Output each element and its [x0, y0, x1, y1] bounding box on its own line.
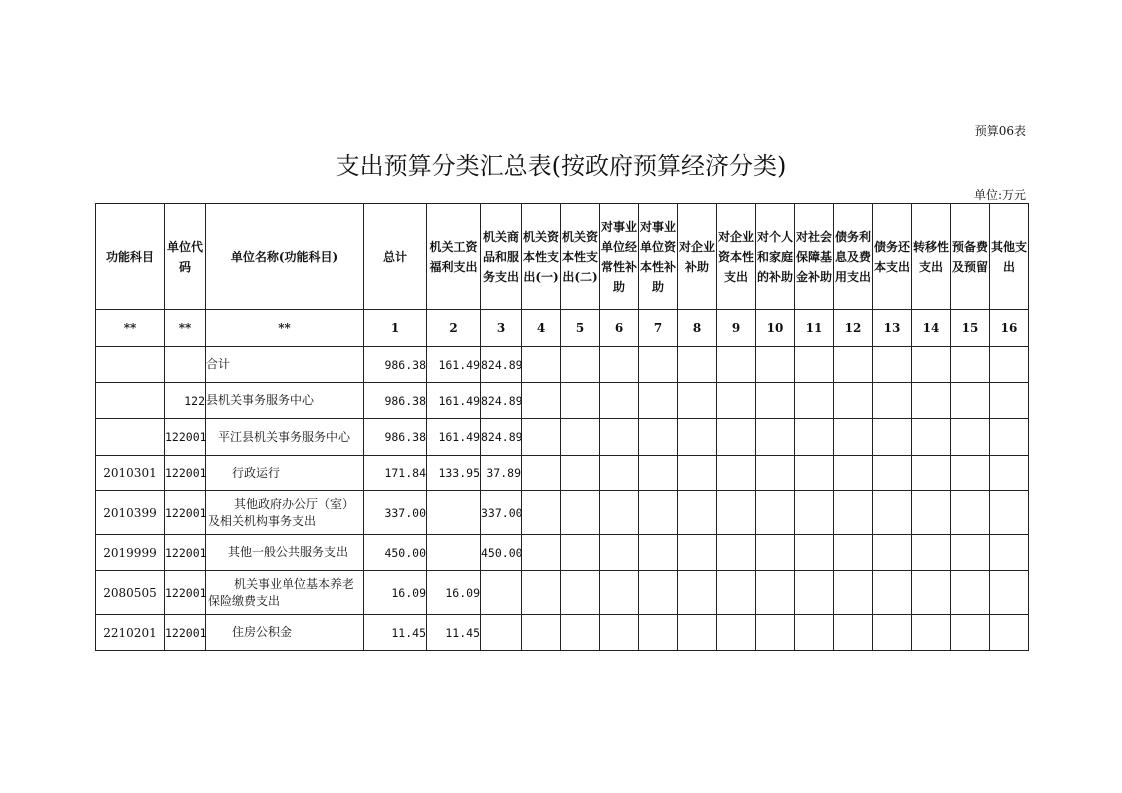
func-code-cell	[96, 383, 165, 419]
unit-code-cell	[165, 347, 206, 383]
unit-name-cell: 行政运行	[206, 456, 364, 491]
unit-label: 单位:万元	[973, 188, 1026, 202]
total-cell: 16.09	[364, 571, 427, 615]
index-cell: **	[96, 310, 165, 347]
header-cell: 其他支出	[990, 204, 1029, 310]
unit-name-cell: 其他一般公共服务支出	[206, 535, 364, 571]
unit-name-cell: 机关事业单位基本养老保险缴费支出	[206, 571, 364, 615]
goods-cell: 37.89	[481, 456, 522, 491]
index-cell: 1	[364, 310, 427, 347]
index-cell: 5	[561, 310, 600, 347]
wages-cell: 161.49	[427, 419, 481, 456]
header-cell: 对个人和家庭的补助	[756, 204, 795, 310]
total-cell: 171.84	[364, 456, 427, 491]
total-cell: 986.38	[364, 383, 427, 419]
index-cell: 10	[756, 310, 795, 347]
page-title: 支出预算分类汇总表(按政府预算经济分类)	[335, 152, 787, 180]
func-code-cell	[96, 419, 165, 456]
unit-code-cell: 122001	[165, 419, 206, 456]
header-cell: 对企业补助	[678, 204, 717, 310]
index-cell: 2	[427, 310, 481, 347]
func-code-cell: 2080505	[96, 571, 165, 615]
index-cell: 11	[795, 310, 834, 347]
header-cell: 机关资本性支出(一)	[522, 204, 561, 310]
header-cell: 机关工资福利支出	[427, 204, 481, 310]
table-row	[96, 491, 1029, 535]
unit-code-cell: 122001	[165, 615, 206, 651]
unit-name-cell: 住房公积金	[206, 615, 364, 651]
index-cell: **	[206, 310, 364, 347]
total-cell: 337.00	[364, 491, 427, 535]
header-cell: 功能科目	[96, 204, 165, 310]
table-row	[96, 615, 1029, 651]
index-cell: 13	[873, 310, 912, 347]
table-number: 预算06表	[974, 124, 1026, 138]
unit-name-cell: 县机关事务服务中心	[206, 383, 364, 419]
goods-cell: 824.89	[481, 419, 522, 456]
header-cell: 对事业单位资本性补助	[639, 204, 678, 310]
table-row	[96, 571, 1029, 615]
table-row	[96, 456, 1029, 491]
unit-name-cell: 合计	[206, 347, 364, 383]
unit-code-cell: 122001	[165, 456, 206, 491]
header-cell: 对事业单位经常性补助	[600, 204, 639, 310]
index-cell: 9	[717, 310, 756, 347]
goods-cell: 824.89	[481, 383, 522, 419]
unit-name-cell: 平江县机关事务服务中心	[206, 419, 364, 456]
header-cell: 单位代码	[165, 204, 206, 310]
goods-cell	[481, 571, 522, 615]
unit-code-cell: 122001	[165, 535, 206, 571]
func-code-cell: 2019999	[96, 535, 165, 571]
header-cell: 机关商品和服务支出	[481, 204, 522, 310]
index-cell: 8	[678, 310, 717, 347]
table-row	[96, 347, 1029, 383]
unit-code-cell: 122001	[165, 491, 206, 535]
wages-cell: 161.49	[427, 383, 481, 419]
header-cell: 总计	[364, 204, 427, 310]
budget-table	[95, 203, 1029, 651]
header-cell: 预备费及预留	[951, 204, 990, 310]
header-row	[96, 204, 1029, 310]
unit-name-cell: 其他政府办公厅（室）及相关机构事务支出	[206, 491, 364, 535]
index-cell: 3	[481, 310, 522, 347]
wages-cell: 133.95	[427, 456, 481, 491]
header-cell: 债务利息及费用支出	[834, 204, 873, 310]
index-cell: 14	[912, 310, 951, 347]
index-cell: 12	[834, 310, 873, 347]
goods-cell: 337.00	[481, 491, 522, 535]
unit-code-cell: 122	[165, 383, 206, 419]
index-cell: 4	[522, 310, 561, 347]
wages-cell: 16.09	[427, 571, 481, 615]
table-row	[96, 419, 1029, 456]
wages-cell: 161.49	[427, 347, 481, 383]
total-cell: 986.38	[364, 419, 427, 456]
index-row	[96, 310, 1029, 347]
index-cell: **	[165, 310, 206, 347]
index-cell: 15	[951, 310, 990, 347]
func-code-cell: 2010301	[96, 456, 165, 491]
index-cell: 6	[600, 310, 639, 347]
index-cell: 16	[990, 310, 1029, 347]
total-cell: 450.00	[364, 535, 427, 571]
goods-cell: 824.89	[481, 347, 522, 383]
header-cell: 单位名称(功能科目)	[206, 204, 364, 310]
wages-cell: 11.45	[427, 615, 481, 651]
wages-cell	[427, 535, 481, 571]
unit-code-cell: 122001	[165, 571, 206, 615]
func-code-cell	[96, 347, 165, 383]
goods-cell: 450.00	[481, 535, 522, 571]
header-cell: 机关资本性支出(二)	[561, 204, 600, 310]
header-cell: 债务还本支出	[873, 204, 912, 310]
header-cell: 转移性支出	[912, 204, 951, 310]
index-cell: 7	[639, 310, 678, 347]
func-code-cell: 2210201	[96, 615, 165, 651]
func-code-cell: 2010399	[96, 491, 165, 535]
header-cell: 对企业资本性支出	[717, 204, 756, 310]
table-row	[96, 383, 1029, 419]
goods-cell	[481, 615, 522, 651]
table-row	[96, 535, 1029, 571]
total-cell: 986.38	[364, 347, 427, 383]
header-cell: 对社会保障基金补助	[795, 204, 834, 310]
wages-cell	[427, 491, 481, 535]
total-cell: 11.45	[364, 615, 427, 651]
